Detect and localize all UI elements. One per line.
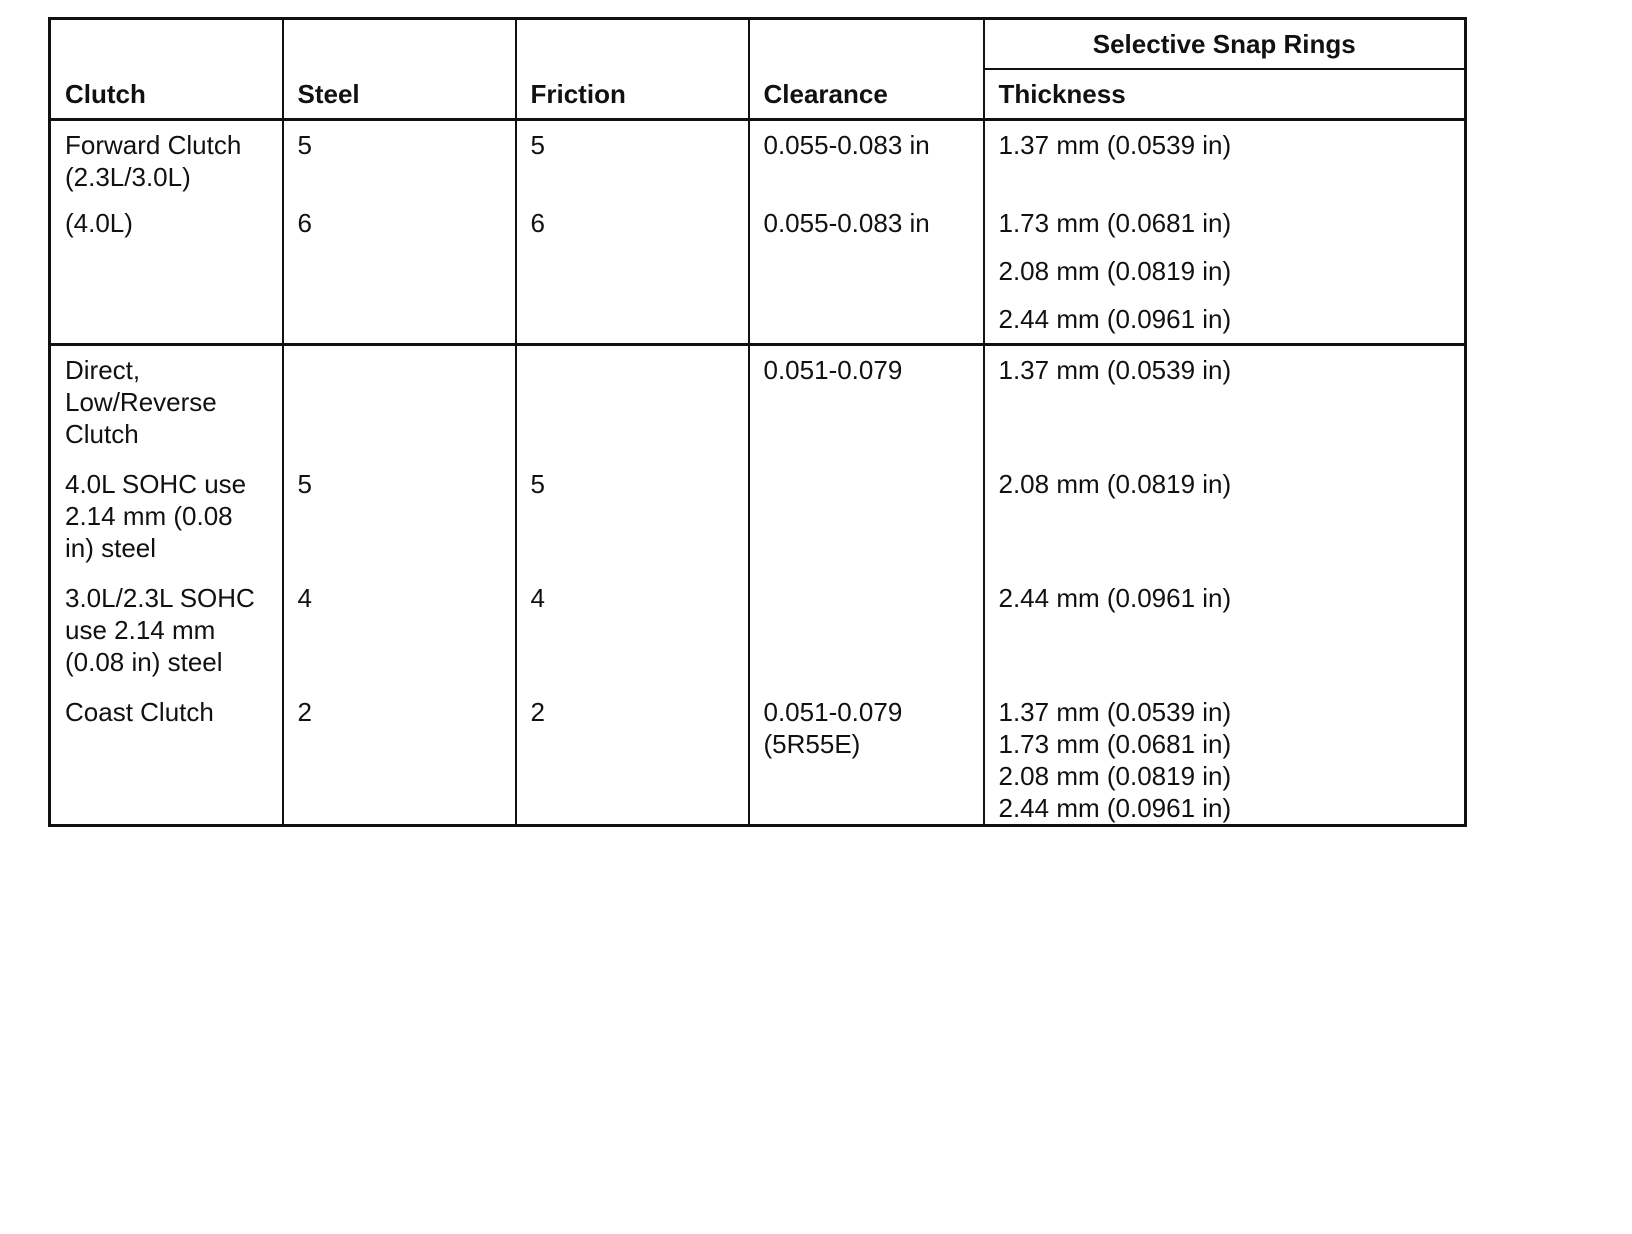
cell-steel: 4 — [283, 574, 516, 688]
cell-clearance: 0.055-0.083 in — [749, 120, 984, 204]
thickness-item: 1.37 mm (0.0539 in) — [998, 697, 1232, 727]
cell-steel: 2 — [283, 688, 516, 826]
table-row — [50, 299, 1466, 345]
cell-clearance — [749, 574, 984, 688]
cell-thickness: 1.37 mm (0.0539 in) — [984, 120, 1466, 204]
cell-clutch — [50, 251, 283, 299]
cell-clutch: 3.0L/2.3L SOHC use 2.14 mm (0.08 in) steel — [50, 574, 283, 688]
table-row — [50, 688, 1466, 826]
table-row — [50, 251, 1466, 299]
cell-thickness: 1.37 mm (0.0539 in) — [984, 345, 1466, 461]
header-clutch: Clutch — [50, 19, 283, 120]
cell-clutch — [50, 299, 283, 345]
header-friction: Friction — [516, 19, 749, 120]
header-thickness: Thickness — [984, 69, 1466, 120]
cell-clearance — [749, 299, 984, 345]
cell-clutch: Forward Clutch (2.3L/3.0L) — [50, 120, 283, 204]
cell-steel: 6 — [283, 203, 516, 251]
cell-friction: 6 — [516, 203, 749, 251]
cell-clearance — [749, 251, 984, 299]
table-row — [50, 460, 1466, 574]
cell-clutch: (4.0L) — [50, 203, 283, 251]
cell-clearance — [749, 460, 984, 574]
thickness-item: 2.44 mm (0.0961 in) — [998, 793, 1232, 823]
cell-friction — [516, 345, 749, 461]
table-row — [50, 345, 1466, 461]
cell-clutch: Direct, Low/Reverse Clutch — [50, 345, 283, 461]
cell-steel: 5 — [283, 120, 516, 204]
cell-clearance: 0.055-0.083 in — [749, 203, 984, 251]
thickness-item: 2.08 mm (0.0819 in) — [998, 761, 1232, 791]
cell-thickness-list — [984, 688, 1466, 826]
cell-friction: 2 — [516, 688, 749, 826]
cell-steel: 5 — [283, 460, 516, 574]
cell-thickness: 2.08 mm (0.0819 in) — [984, 251, 1466, 299]
cell-friction: 5 — [516, 120, 749, 204]
cell-clutch: Coast Clutch — [50, 688, 283, 826]
header-selective-snap-rings: Selective Snap Rings — [984, 19, 1466, 70]
cell-thickness: 2.44 mm (0.0961 in) — [984, 574, 1466, 688]
cell-steel — [283, 251, 516, 299]
cell-thickness: 2.44 mm (0.0961 in) — [984, 299, 1466, 345]
cell-clearance: 0.051-0.079 — [749, 345, 984, 461]
cell-thickness: 1.73 mm (0.0681 in) — [984, 203, 1466, 251]
cell-friction — [516, 251, 749, 299]
clutch-spec-table — [48, 17, 1467, 827]
cell-thickness: 2.08 mm (0.0819 in) — [984, 460, 1466, 574]
table-row — [50, 574, 1466, 688]
cell-clutch: 4.0L SOHC use 2.14 mm (0.08 in) steel — [50, 460, 283, 574]
table-row — [50, 120, 1466, 204]
cell-friction: 5 — [516, 460, 749, 574]
header-clearance: Clearance — [749, 19, 984, 120]
table-row — [50, 203, 1466, 251]
cell-clearance: 0.051-0.079 (5R55E) — [749, 688, 984, 826]
cell-steel — [283, 345, 516, 461]
cell-friction: 4 — [516, 574, 749, 688]
thickness-item: 1.73 mm (0.0681 in) — [998, 729, 1232, 759]
header-steel: Steel — [283, 19, 516, 120]
cell-friction — [516, 299, 749, 345]
cell-steel — [283, 299, 516, 345]
